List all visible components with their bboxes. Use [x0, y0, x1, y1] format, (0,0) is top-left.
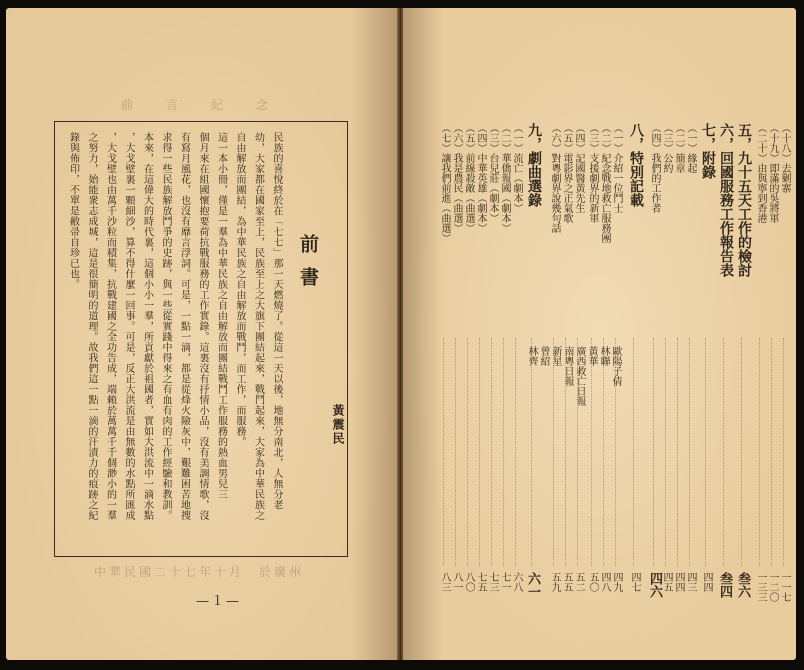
toc-leader-dots — [553, 338, 554, 566]
toc-entry-author: 曾紹 — [538, 346, 549, 366]
toc-leader-dots — [467, 338, 468, 566]
toc-leader-dots — [443, 338, 444, 566]
toc-page-number: 一三三 — [755, 572, 766, 602]
toc-page-number: 四八 — [599, 572, 610, 592]
toc-leader-dots — [515, 338, 516, 566]
toc-leader-dots — [491, 338, 492, 566]
preface-author: 黃震民 — [331, 404, 345, 446]
toc-leader-dots — [741, 338, 742, 566]
toc-leader-dots — [665, 338, 666, 566]
toc-entry-author: 林聯 — [598, 346, 609, 366]
toc-section-heading: 五，九十五天工作的檢討 — [736, 123, 752, 277]
toc-page-number: 七一 — [499, 572, 510, 592]
toc-entry: （四）記國醫黃先生 — [573, 123, 584, 213]
toc-leader-dots — [591, 338, 592, 566]
toc-entry-author: 林齊 — [526, 346, 537, 366]
preface-border-box — [54, 121, 348, 557]
toc-leader-dots — [677, 338, 678, 566]
toc-page-number: 六一 — [525, 572, 540, 598]
toc-entry: （四）我們的工作者 — [649, 123, 660, 213]
toc-entry: （十九）即滿的吳將軍 — [767, 123, 778, 223]
page-number: —１— — [196, 594, 242, 609]
toc-leader-dots — [689, 338, 690, 566]
toc-leader-dots — [705, 338, 706, 566]
toc-page-number: 八一 — [451, 572, 462, 592]
toc-entry: （二）簡章 — [673, 123, 684, 173]
toc-section-heading: 八，特別記載 — [628, 123, 644, 207]
toc-page-number: 一二〇 — [767, 572, 778, 602]
toc-entry: （三）公約 — [661, 123, 672, 173]
toc-page-number: 七三 — [487, 572, 498, 592]
bleed-through-bottom-text: 中華民國二十七年十月 於廣州 — [94, 565, 305, 579]
toc-leader-dots — [455, 338, 456, 566]
toc-entry: （三）支援劇界的新軍 — [587, 123, 598, 223]
toc-leader-dots — [771, 338, 772, 566]
toc-page-number: 四六 — [647, 572, 662, 598]
toc-leader-dots — [633, 338, 634, 566]
toc-page-number: 七五 — [475, 572, 486, 592]
toc-page-number: 五二 — [573, 572, 584, 592]
toc-page-number: 四四 — [673, 572, 684, 592]
left-page — [6, 8, 398, 660]
toc-leader-dots — [759, 338, 760, 566]
toc-page-number: 四九 — [611, 572, 622, 592]
toc-page-number: 八〇 — [463, 572, 474, 592]
toc-section-heading: 九，劇曲選錄 — [526, 123, 542, 207]
toc-entry: （二）華僑報國（劇本） — [499, 123, 510, 233]
toc-leader-dots — [723, 338, 724, 566]
toc-entry: （二）紀念戰地救亡服務團 — [599, 123, 610, 243]
preface-line: 求得一些民族解放鬥爭的史跡，與一些從實踐中得來之有血有肉的工作經驗和教訓。 — [160, 132, 171, 521]
toc-page-number: 五五 — [561, 572, 572, 592]
toc-page-number: 四三 — [685, 572, 696, 592]
toc-page-number: 五九 — [549, 572, 560, 592]
toc-entry: （七）讓我們前進（曲選） — [439, 123, 450, 243]
toc-page-number: 叁六 — [735, 572, 750, 598]
toc-entry: （六）對粵劇界說幾句話 — [549, 123, 560, 233]
right-page — [403, 8, 796, 660]
toc-page-number: 一一七 — [779, 572, 790, 602]
toc-page-number: 六八 — [511, 572, 522, 592]
toc-section-heading: 七，附錄 — [700, 123, 716, 179]
preface-line: 個月來在組國懷抱要荷抗戰服務的工作實錄。這裏沒有抒情小品，沒有美調情歌，沒 — [197, 132, 208, 521]
preface-line: 本來，在這偉大的時代裏，這個小小一羣，所貢獻於祖國者，實如大洪流中一滴水點 — [141, 132, 153, 521]
preface-line: 幼，大家都在國家至上，民族至上之大旗下團結起來，戰鬥起來，大家為中華民族之 — [252, 132, 264, 521]
preface-line: 這一本小冊，僅是一羣為中華民族之自由解放而團結戰鬥工作服務的熱血男兒三 — [215, 132, 227, 500]
toc-entry-author: 新星 — [550, 346, 561, 366]
preface-line: 自由解放而團結，為中華民族之自由解放而戰鬥，而工作，而服務。 — [234, 132, 245, 447]
toc-leader-dots — [603, 338, 604, 566]
preface-line: ，大戈壁裏一顆細沙，算不得什麼一回事。可是，反正大洪流是由無數的水點所匯成 — [123, 132, 134, 521]
toc-page-number: 四四 — [701, 572, 712, 592]
toc-entry: （二十）由與寧到香港 — [755, 123, 766, 223]
preface-line: 錄與佈印，不單是敝帚自珍已也。 — [67, 132, 79, 290]
preface-line: 民族的喜悅終於在「七七」那一天燃燒了。從這一天以後，地無分南北，人無分老 — [271, 132, 282, 510]
toc-page-number: 叁四 — [717, 572, 732, 598]
toc-entry: （六）我是農民（曲選） — [451, 123, 462, 233]
toc-entry: （四）中華英雄（劇本） — [475, 123, 486, 233]
preface-line: 之努力，始能衆志成城，這是很簡明的道理。故我們這一點一滴的汗漬力的痕跡之紀 — [86, 132, 97, 521]
toc-entry-author: 黃華 — [586, 346, 597, 366]
preface-line: ，大戈壁也由萬千沙粒而積集，抗戰建國之全功告成，端賴於萬萬千千個渺小的一羣 — [104, 132, 116, 521]
toc-entry: （一）介紹一位鬥士 — [611, 123, 622, 213]
toc-entry: （十八）去剿寨 — [779, 123, 790, 193]
toc-leader-dots — [783, 338, 784, 566]
toc-page-number: 五〇 — [587, 572, 598, 592]
toc-page-number: 四七 — [629, 572, 640, 592]
toc-entry: （五）電影界之正氣歌 — [561, 123, 572, 223]
toc-page-number: 八三 — [439, 572, 450, 592]
toc-entry: （一）流亡（劇本） — [511, 123, 522, 213]
toc-entry: （三）台兒莊（劇本） — [487, 123, 498, 223]
bleed-through-top-text: 前 言 紀 念 — [121, 98, 272, 112]
toc-leader-dots — [479, 338, 480, 566]
toc-section-heading: 六，回國服務工作報告表 — [718, 123, 734, 277]
toc-entry-author: 南粵日報 — [562, 346, 573, 386]
toc-leader-dots — [531, 338, 532, 566]
toc-leader-dots — [653, 338, 654, 566]
toc-entry: （一）緣起 — [685, 123, 696, 173]
toc-entry-author: 廣西救亡日報 — [574, 346, 585, 406]
toc-entry: （五）前線殺敵（曲選） — [463, 123, 474, 233]
toc-entry-author: 歐陽子倩 — [610, 346, 621, 386]
preface-title: 前書 — [297, 234, 319, 300]
toc-leader-dots — [503, 338, 504, 566]
preface-line: 有寫月風花，也沒有靡言浮詞。可是，一點一滴，都是從烽火險灰中，艱難困苦地搜 — [178, 132, 190, 521]
toc-page-number: 四五 — [661, 572, 672, 592]
